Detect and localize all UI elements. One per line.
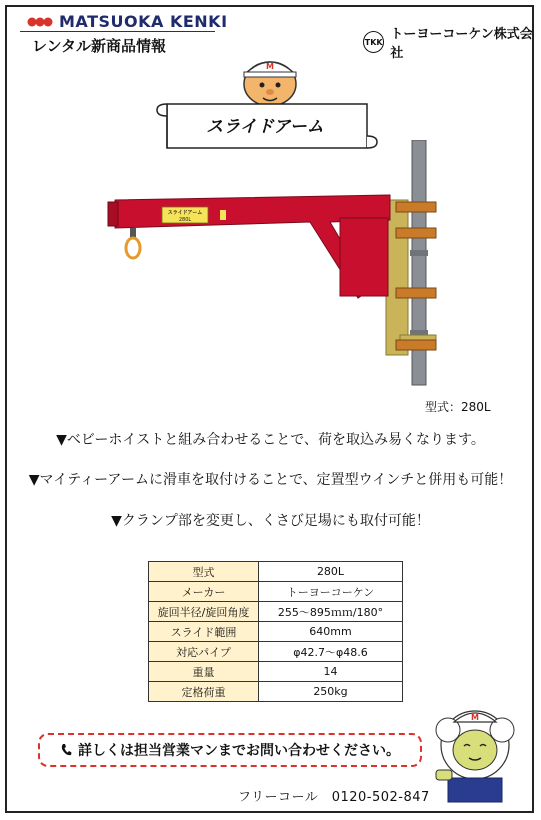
table-row bbox=[149, 662, 403, 682]
matsuoka-logo-icon bbox=[27, 15, 53, 29]
freecall-number: フリーコール 0120-502-847 bbox=[238, 790, 430, 805]
matsuoka-logo bbox=[27, 12, 228, 31]
slide-arm-photo bbox=[100, 140, 450, 390]
sheep-mascot-icon bbox=[426, 700, 524, 805]
feature-1: ▼ベビーホイストと組み合わせることで、荷を取込み易くなります。 bbox=[56, 432, 485, 448]
table-row bbox=[149, 682, 403, 702]
phone-icon bbox=[60, 743, 72, 757]
table-row bbox=[149, 622, 403, 642]
table-row bbox=[149, 582, 403, 602]
spec-table bbox=[148, 561, 403, 702]
matsuoka-logo-text: MATSUOKA KENKI bbox=[59, 12, 228, 31]
contact-text: 詳しくは担当営業マンまでお問い合わせください。 bbox=[78, 743, 400, 759]
spec-key: 定格荷重 bbox=[149, 682, 259, 702]
spec-key: メーカー bbox=[149, 582, 259, 602]
spec-value: φ42.7～φ48.6 bbox=[259, 642, 403, 662]
table-row bbox=[149, 602, 403, 622]
model-caption: 型式：280L bbox=[425, 400, 491, 414]
spec-value: 640mm bbox=[259, 622, 403, 642]
table-row bbox=[149, 562, 403, 582]
contact-box bbox=[38, 733, 422, 767]
arm-label-line2: 280L bbox=[178, 217, 192, 223]
page-subtitle: レンタル新商品情報 bbox=[32, 37, 167, 55]
tkk-company-name: トーヨーコーケン株式会社 bbox=[390, 27, 533, 61]
arm-label-line1: スライドアーム bbox=[167, 210, 203, 216]
spec-key: スライド範囲 bbox=[149, 622, 259, 642]
spec-key: 重量 bbox=[149, 662, 259, 682]
tkk-logo bbox=[363, 23, 541, 61]
spec-key: 旋回半径/旋回角度 bbox=[149, 602, 259, 622]
spec-key: 対応パイプ bbox=[149, 642, 259, 662]
spec-value: 250kg bbox=[259, 682, 403, 702]
spec-value: 14 bbox=[259, 662, 403, 682]
feature-2: ▼マイティーアームに滑車を取付けることで、定置型ウインチと併用も可能！ bbox=[28, 472, 513, 488]
tkk-logo-mark: TKK bbox=[363, 31, 384, 53]
spec-key: 型式 bbox=[149, 562, 259, 582]
header-divider bbox=[20, 31, 215, 32]
svg-text:M: M bbox=[471, 713, 479, 722]
svg-text:M: M bbox=[266, 62, 274, 71]
spec-value: 280L bbox=[259, 562, 403, 582]
table-row bbox=[149, 642, 403, 662]
product-title: スライドアーム bbox=[206, 117, 324, 137]
spec-value: トーヨーコーケン bbox=[259, 582, 403, 602]
spec-value: 255～895ｍｍ/180° bbox=[259, 602, 403, 622]
feature-3: ▼クランプ部を変更し、くさび足場にも取付可能！ bbox=[111, 513, 430, 529]
